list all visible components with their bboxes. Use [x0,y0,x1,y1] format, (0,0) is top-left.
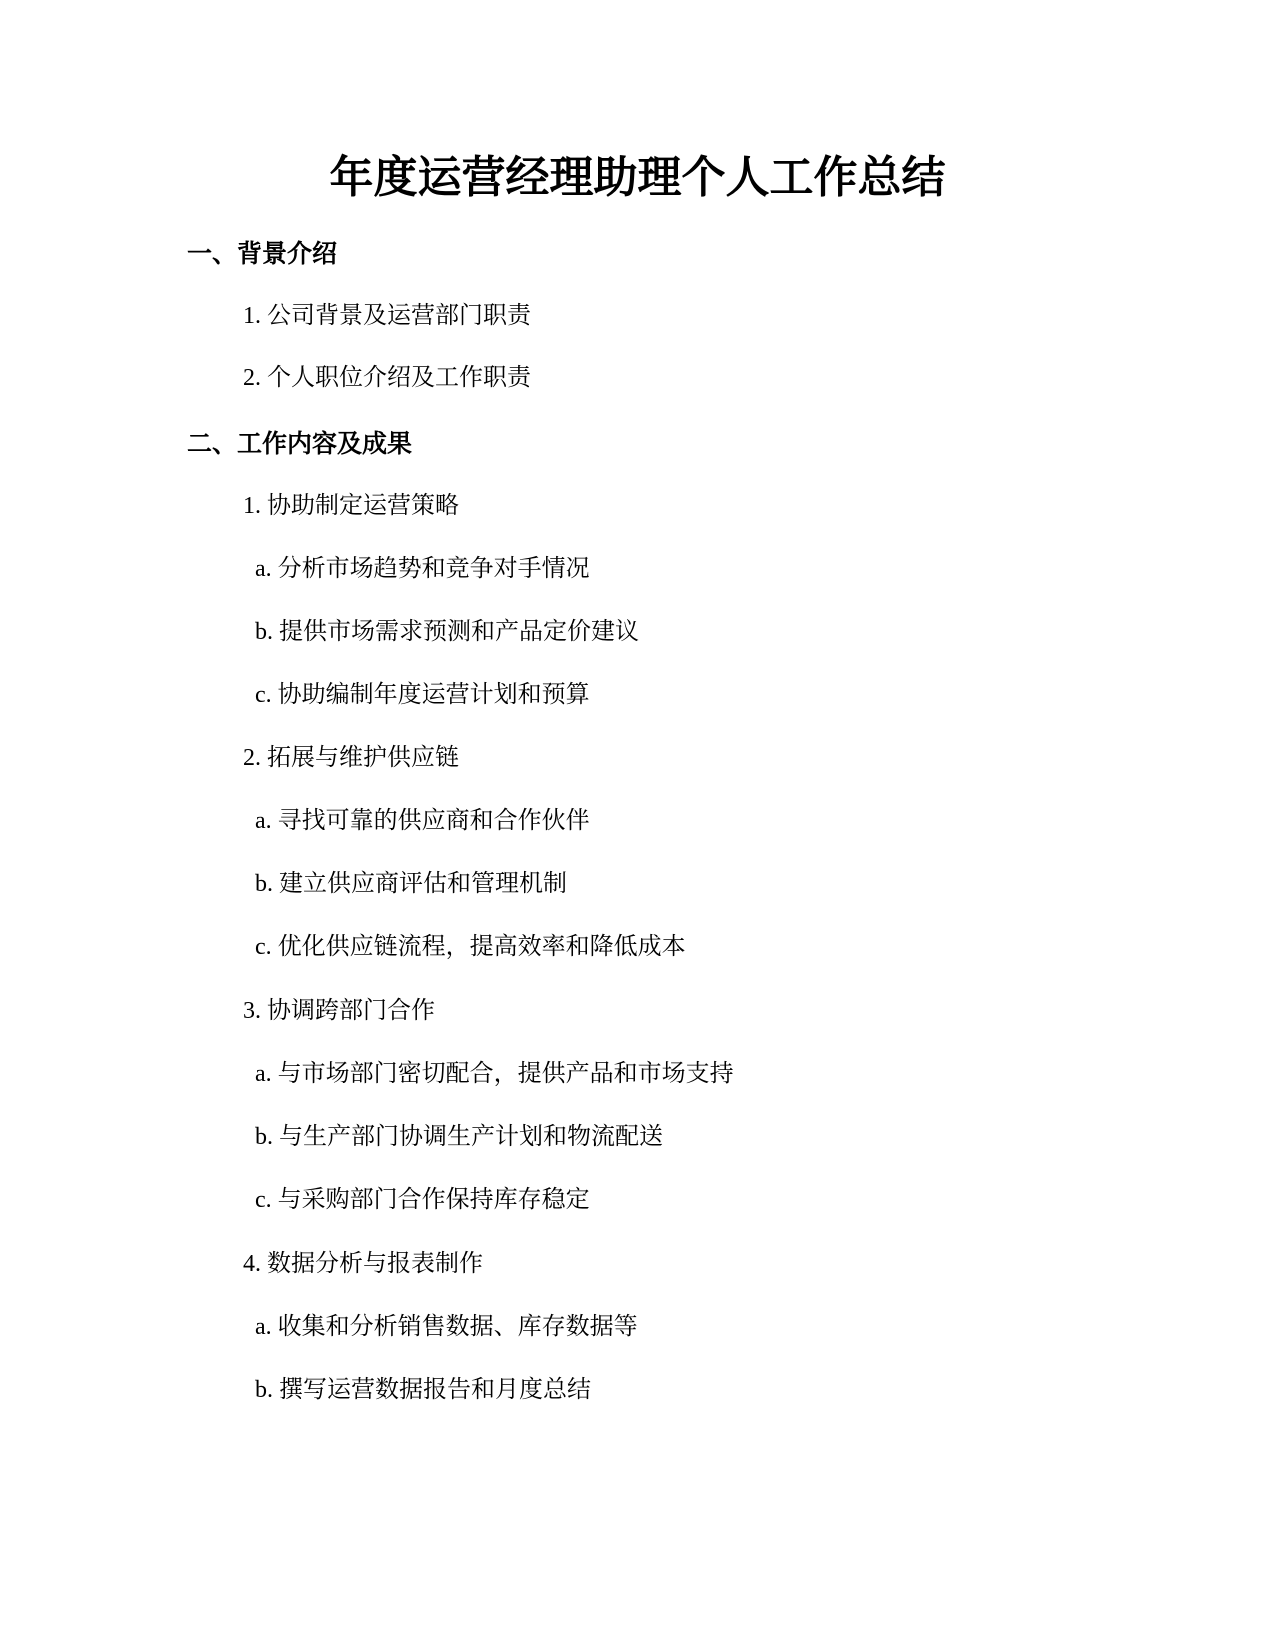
sub-list-marker: a. [255,1061,272,1087]
sub-list-item-text: 寻找可靠的供应商和合作伙伴 [277,808,590,834]
list-item [243,994,435,1028]
sub-list-item [255,1120,663,1154]
list-marker: 2. [243,745,261,771]
sub-list-marker: c. [255,934,272,960]
sub-list-item-text: 分析市场趋势和竞争对手情况 [277,556,590,582]
list-marker: 1. [243,493,261,519]
sub-list-marker: b. [255,1377,273,1403]
list-marker: 1. [243,303,261,329]
list-item-text: 拓展与维护供应链 [267,745,459,771]
list-item-text: 公司背景及运营部门职责 [267,303,531,329]
list-marker: 3. [243,998,261,1024]
sub-list-marker: b. [255,1124,273,1150]
list-item [243,299,531,333]
sub-list-item [255,804,590,838]
sub-list-marker: c. [255,1187,272,1213]
sub-list-item-text: 协助编制年度运营计划和预算 [277,682,590,708]
list-marker: 2. [243,365,261,391]
list-item [243,361,531,395]
sub-list-item-text: 撰写运营数据报告和月度总结 [279,1377,591,1403]
section-heading-background: 一、背景介绍 [187,239,338,268]
page-title: 年度运营经理助理个人工作总结 [329,152,946,203]
sub-list-item [255,1310,638,1344]
sub-list-item [255,1057,734,1091]
sub-list-item-text: 与市场部门密切配合，提供产品和市场支持 [277,1061,734,1087]
sub-list-item-text: 与采购部门合作保持库存稳定 [277,1187,590,1213]
sub-list-marker: a. [255,556,272,582]
sub-list-item [255,678,590,712]
sub-list-item-text: 与生产部门协调生产计划和物流配送 [279,1124,663,1150]
sub-list-marker: a. [255,1314,272,1340]
sub-list-item-text: 收集和分析销售数据、库存数据等 [277,1314,638,1340]
sub-list-item [255,930,686,964]
sub-list-item-text: 优化供应链流程，提高效率和降低成本 [277,934,686,960]
list-item-text: 协助制定运营策略 [267,493,459,519]
list-item [243,489,459,523]
list-item-text: 协调跨部门合作 [267,998,435,1024]
list-item [243,1247,483,1281]
list-item [243,741,459,775]
sub-list-item-text: 建立供应商评估和管理机制 [279,871,567,897]
sub-list-item [255,1183,590,1217]
list-item-text: 数据分析与报表制作 [267,1251,483,1277]
sub-list-item-text: 提供市场需求预测和产品定价建议 [279,619,639,645]
list-item-text: 个人职位介绍及工作职责 [267,365,531,391]
sub-list-item [255,867,567,901]
list-marker: 4. [243,1251,261,1277]
sub-list-marker: b. [255,871,273,897]
sub-list-item [255,615,639,649]
sub-list-marker: c. [255,682,272,708]
section-heading-work-content: 二、工作内容及成果 [187,429,413,458]
sub-list-marker: b. [255,619,273,645]
sub-list-item [255,552,590,586]
sub-list-marker: a. [255,808,272,834]
sub-list-item [255,1373,591,1407]
